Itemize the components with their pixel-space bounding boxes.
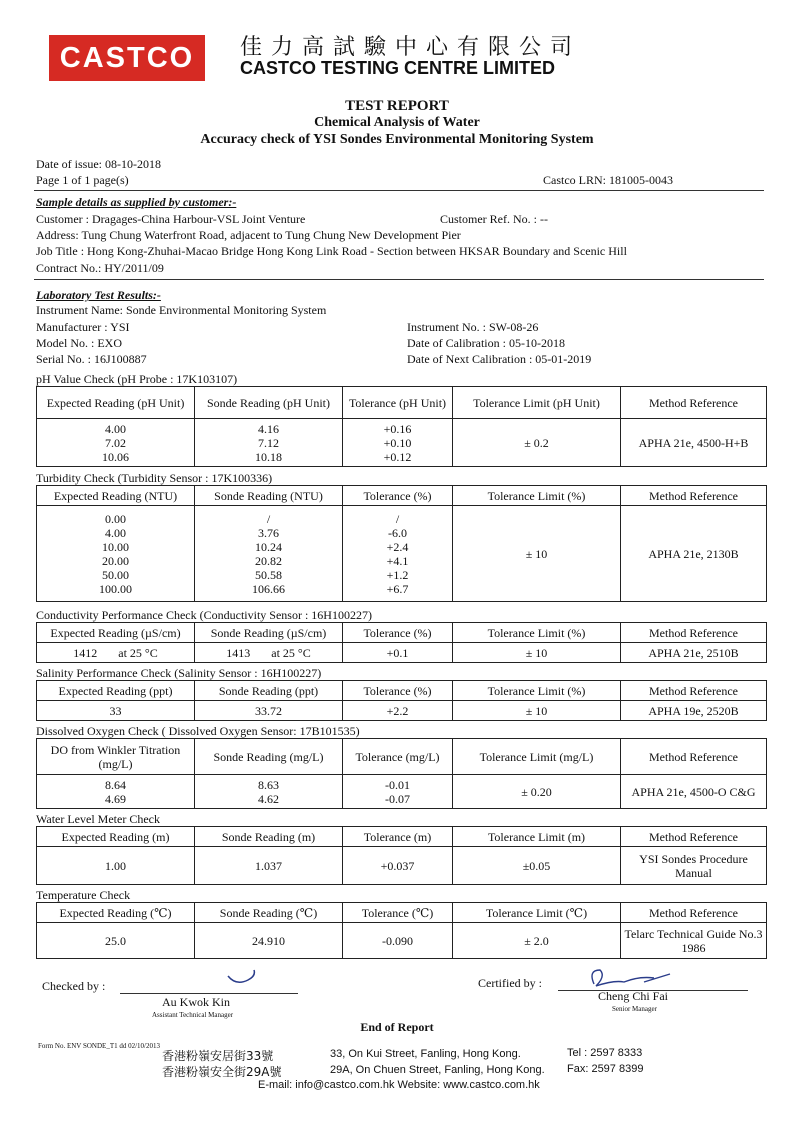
divider (34, 190, 764, 191)
cell-value: 8.63 (258, 777, 279, 792)
header-cell: Method Reference (621, 739, 767, 775)
customer-ref: Customer Ref. No. : -- (440, 212, 548, 226)
tolerance: +0.1 (343, 643, 453, 663)
cell-value: / (266, 511, 271, 526)
address-english-1: 33, On Kui Street, Fanling, Hong Kong. (330, 1048, 521, 1060)
model-no: Model No. : EXO (36, 336, 122, 350)
company-name-chinese: 佳力高試驗中心有限公司 (240, 35, 582, 60)
checked-signature-icon (224, 966, 264, 988)
tolerance: +2.2 (343, 701, 453, 721)
method-reference: APHA 19e, 2520B (621, 701, 767, 721)
expected-reading: 1412 at 25 °C (37, 643, 195, 663)
header-cell: Tolerance Limit (%) (453, 486, 621, 506)
cell-value: -0.07 (385, 791, 410, 806)
date-of-next-calibration: Date of Next Calibration : 05-01-2019 (407, 352, 592, 366)
header-cell: Method Reference (621, 486, 767, 506)
header-cell: Expected Reading (ppt) (37, 681, 195, 701)
cell-value: 4.16 (258, 421, 279, 436)
sonde-reading: 1413 at 25 °C (195, 643, 343, 663)
water-level-table (36, 826, 767, 885)
cell-value: -6.0 (388, 525, 407, 540)
header-cell: Tolerance (mg/L) (343, 739, 453, 775)
expected-reading: 1.00 (37, 847, 195, 885)
conductivity-section-title: Conductivity Performance Check (Conductivity Sensor : 16H100227) (36, 608, 372, 622)
divider (34, 279, 764, 280)
dissolved-oxygen-section-title: Dissolved Oxygen Check ( Dissolved Oxygen Sensor: 17B101535) (36, 724, 360, 738)
method-reference: Telarc Technical Guide No.3 1986 (621, 923, 767, 959)
contract-no: Contract No.: HY/2011/09 (36, 261, 164, 275)
job-title: Job Title : Hong Kong-Zhuhai-Macao Bridge Hong Kong Link Road - Section between HKSAR Boundary and Scenic Hill (36, 244, 627, 258)
header-cell: Tolerance Limit (m) (453, 827, 621, 847)
cell-value: 20.82 (255, 553, 282, 568)
certified-by-label: Certified by : (478, 976, 542, 990)
tolerance-limit: ± 2.0 (453, 923, 621, 959)
conductivity-table (36, 622, 767, 663)
water-level-section-title: Water Level Meter Check (36, 812, 160, 826)
sample-details-heading: Sample details as supplied by customer:- (36, 195, 237, 209)
ph-section-title: pH Value Check (pH Probe : 17K103107) (36, 372, 238, 386)
signature-line (120, 993, 298, 994)
cell-value: +0.16 (383, 421, 412, 436)
ph-table (36, 386, 767, 467)
instrument-name: Instrument Name: Sonde Environmental Monitoring System (36, 303, 327, 317)
header-cell: Tolerance Limit (%) (453, 623, 621, 643)
address-chinese-1: 香港粉嶺安居街33號 (162, 1049, 274, 1063)
date-of-issue: Date of issue: 08-10-2018 (36, 157, 161, 171)
cell-value: 10.00 (102, 539, 129, 554)
header-cell: Sonde Reading (m) (195, 827, 343, 847)
cell-value: +1.2 (386, 567, 409, 582)
cell-value: 8.64 (105, 777, 126, 792)
company-name-english: CASTCO TESTING CENTRE LIMITED (240, 58, 555, 78)
lab-results-heading: Laboratory Test Results:- (36, 288, 161, 302)
cell-value: +2.4 (386, 539, 409, 554)
expected-readings (37, 419, 195, 467)
telephone: Tel : 2597 8333 (567, 1047, 643, 1059)
checked-by-label: Checked by : (42, 979, 106, 993)
header-cell: Method Reference (621, 903, 767, 923)
cell-value: 0.00 (105, 511, 126, 526)
castco-lrn: Castco LRN: 181005-0043 (543, 173, 673, 187)
certified-by-title: Senior Manager (612, 1005, 657, 1013)
header-cell: Expected Reading (pH Unit) (37, 387, 195, 419)
tolerance-limit: ± 0.2 (453, 419, 621, 467)
sonde-readings (195, 419, 343, 467)
address-english-2: 29A, On Chuen Street, Fanling, Hong Kong. (330, 1064, 545, 1076)
cell-value: 7.12 (258, 435, 279, 450)
certified-by-name: Cheng Chi Fai (598, 989, 669, 1003)
cell-value: +0.12 (383, 449, 412, 464)
report-subtitle: Chemical Analysis of Water (314, 115, 480, 130)
header-cell: DO from Winkler Titration (mg/L) (37, 739, 195, 775)
temperature-table (36, 902, 767, 959)
sonde-reading: 24.910 (195, 923, 343, 959)
header-cell: Tolerance (pH Unit) (343, 387, 453, 419)
castco-logo: CASTCO (49, 35, 205, 81)
report-subtitle-2: Accuracy check of YSI Sondes Environmental Monitoring System (200, 132, 594, 147)
expected-readings (37, 506, 195, 602)
cell-value: 7.02 (105, 435, 126, 450)
header-cell: Tolerance (m) (343, 827, 453, 847)
cell-value: 100.00 (99, 581, 132, 596)
header-cell: Sonde Reading (pH Unit) (195, 387, 343, 419)
cell-value: 50.00 (102, 567, 129, 582)
cell-value: 10.18 (255, 449, 282, 464)
sonde-reading: 33.72 (195, 701, 343, 721)
cell-value: 10.06 (102, 449, 129, 464)
method-reference: APHA 21e, 4500-O C&G (621, 775, 767, 809)
turbidity-table (36, 485, 767, 602)
header-cell: Tolerance (%) (343, 623, 453, 643)
cell-value: 50.58 (255, 567, 282, 582)
header-cell: Sonde Reading (mg/L) (195, 739, 343, 775)
cell-value: 4.69 (105, 791, 126, 806)
tolerance-limit: ± 10 (453, 643, 621, 663)
sonde-readings (195, 775, 343, 809)
header-cell: Expected Reading (m) (37, 827, 195, 847)
cell-value: 4.62 (258, 791, 279, 806)
address: Address: Tung Chung Waterfront Road, adjacent to Tung Chung New Development Pier (36, 228, 461, 242)
checked-by-title: Assistant Technical Manager (152, 1011, 234, 1019)
tolerances (343, 419, 453, 467)
tolerances (343, 775, 453, 809)
cell-value: 106.66 (252, 581, 285, 596)
salinity-table (36, 680, 767, 721)
header-cell: Tolerance (%) (343, 681, 453, 701)
dissolved-oxygen-table (36, 738, 767, 809)
winkler-readings (37, 775, 195, 809)
header-cell: Tolerance Limit (mg/L) (453, 739, 621, 775)
cell-value: 3.76 (258, 525, 279, 540)
sonde-readings (195, 506, 343, 602)
serial-no: Serial No. : 16J100887 (36, 352, 147, 366)
cell-value: 4.00 (105, 421, 126, 436)
tolerance: +0.037 (343, 847, 453, 885)
tolerances (343, 506, 453, 602)
checked-by-name: Au Kwok Kin (162, 995, 230, 1009)
sonde-reading: 1.037 (195, 847, 343, 885)
cell-value: / (395, 511, 400, 526)
cell-value: 4.00 (105, 525, 126, 540)
header-cell: Sonde Reading (ppt) (195, 681, 343, 701)
header-cell: Tolerance Limit (pH Unit) (453, 387, 621, 419)
header-cell: Expected Reading (℃) (37, 903, 195, 923)
report-title: TEST REPORT (345, 98, 449, 114)
header-cell: Tolerance (%) (343, 486, 453, 506)
method-reference: APHA 21e, 2130B (621, 506, 767, 602)
tolerance: -0.090 (343, 923, 453, 959)
header-cell: Expected Reading (NTU) (37, 486, 195, 506)
tolerance-limit: ±0.05 (453, 847, 621, 885)
temperature-section-title: Temperature Check (36, 888, 131, 902)
header-cell: Expected Reading (µS/cm) (37, 623, 195, 643)
date-of-calibration: Date of Calibration : 05-10-2018 (407, 336, 565, 350)
email-website: E-mail: info@castco.com.hk Website: www.castco.com.hk (258, 1079, 540, 1091)
cell-value: +6.7 (386, 581, 409, 596)
header-cell: Tolerance Limit (℃) (453, 903, 621, 923)
header-cell: Method Reference (621, 623, 767, 643)
cell-value: 10.24 (255, 539, 282, 554)
header-cell: Method Reference (621, 681, 767, 701)
cell-value: -0.01 (385, 777, 410, 792)
tolerance-limit: ± 10 (453, 701, 621, 721)
header-cell: Sonde Reading (µS/cm) (195, 623, 343, 643)
expected-reading: 33 (37, 701, 195, 721)
address-chinese-2: 香港粉嶺安全街29A號 (162, 1065, 282, 1079)
manufacturer: Manufacturer : YSI (36, 320, 130, 334)
salinity-section-title: Salinity Performance Check (Salinity Sensor : 16H100227) (36, 666, 322, 680)
method-reference: APHA 21e, 4500-H+B (621, 419, 767, 467)
header-cell: Sonde Reading (℃) (195, 903, 343, 923)
instrument-no: Instrument No. : SW-08-26 (407, 320, 539, 334)
header-cell: Method Reference (621, 387, 767, 419)
form-number: Form No. ENV SONDE_T1 dd 02/10/2013 (38, 1042, 160, 1050)
cell-value: 20.00 (102, 553, 129, 568)
tolerance-limit: ± 10 (453, 506, 621, 602)
tolerance-limit: ± 0.20 (453, 775, 621, 809)
end-of-report: End of Report (360, 1020, 434, 1034)
page-count: Page 1 of 1 page(s) (36, 173, 129, 187)
header-cell: Tolerance (℃) (343, 903, 453, 923)
header-cell: Tolerance Limit (%) (453, 681, 621, 701)
method-reference: YSI Sondes Procedure Manual (621, 847, 767, 885)
cell-value: +4.1 (386, 553, 409, 568)
customer: Customer : Dragages-China Harbour-VSL Joint Venture (36, 212, 306, 226)
fax: Fax: 2597 8399 (567, 1063, 644, 1075)
header-cell: Method Reference (621, 827, 767, 847)
header-cell: Sonde Reading (NTU) (195, 486, 343, 506)
expected-reading: 25.0 (37, 923, 195, 959)
cell-value: +0.10 (383, 435, 412, 450)
turbidity-section-title: Turbidity Check (Turbidity Sensor : 17K100336) (36, 471, 273, 485)
method-reference: APHA 21e, 2510B (621, 643, 767, 663)
